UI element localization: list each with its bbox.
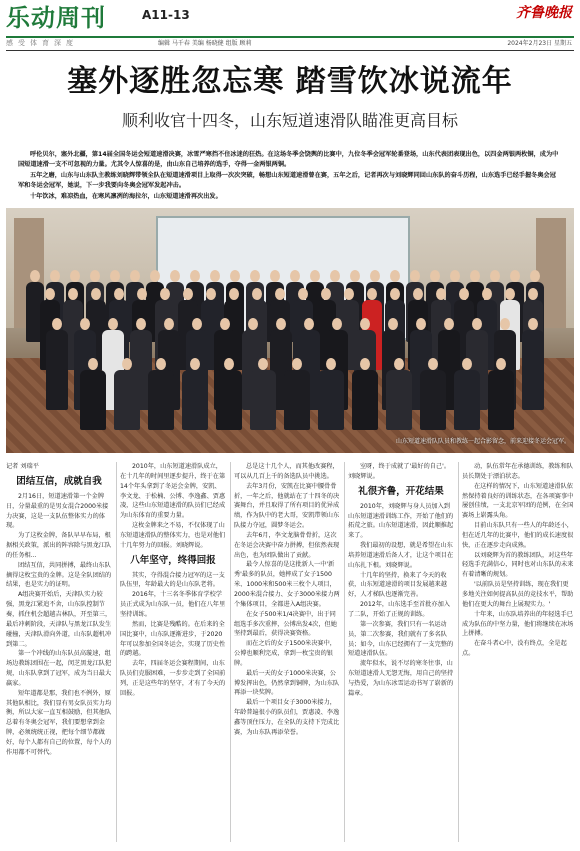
- person-head: [472, 318, 482, 330]
- person-head: [156, 358, 166, 370]
- person-head: [344, 288, 354, 300]
- column-divider: [344, 462, 345, 842]
- person-head: [220, 318, 230, 330]
- section-slogan: 感受体育深度: [6, 39, 78, 47]
- person-head: [70, 270, 80, 282]
- person-head: [505, 288, 515, 300]
- person-head: [50, 270, 60, 282]
- person-head: [160, 288, 170, 300]
- person-head: [292, 358, 302, 370]
- person-head: [430, 270, 440, 282]
- person-silhouette: [182, 370, 208, 430]
- person-head: [248, 318, 258, 330]
- person-head: [330, 270, 340, 282]
- paragraph: 目前山东队只有一些人的年龄还小，但在近几年的比赛中，他们的成长速度很快，正在逐步走向成熟。: [462, 522, 574, 549]
- lead-paragraph: 五年之磨，山东与山东队主教练刘晓辉带领全队在短道速滑项目上取得一次次突破，畅想山东短道速滑曾在赛，五年之后，记者再次与刘晓辉同回山东队的奋斗历程，山东选手已经手握冬奥会冠军和冬运会冠军，她说，下一步我要向冬奥会冠军发起冲击。: [18, 171, 556, 190]
- column-divider: [230, 462, 231, 842]
- lead-paragraph: 十年饮冰，难凉热血，在寒风凛冽的海拉尔，山东短道速滑再次出发。: [30, 192, 222, 200]
- paragraph: 最令人惊喜的是这批新人一中'新秀'最多的队员，她摔成了女子1500米、1000米和500米三枚个人项目，2000米混合接力、女子3000米接力两个集体项目，全都进入A组决赛。: [234, 561, 340, 608]
- paragraph: 在女子500米1/4决赛中，出于同组选手多次重摔，公博出发4次，但她坚持到最后，获得决赛资格。: [234, 610, 337, 638]
- person-head: [270, 270, 280, 282]
- paragraph: 2010年，山东短道速滑队成立，在十几年的时间里逐步提升，终于在第14个年头拿到了冬运会金牌，安凯、李文龙、于松楠、公博、李逸鑫、贾惠凌，这些山东短道速滑的队员们已经成为山东体育的重要力量。: [120, 463, 226, 520]
- person-head: [52, 318, 62, 330]
- person-silhouette: [216, 370, 242, 430]
- person-head: [88, 358, 98, 370]
- person-head: [90, 270, 100, 282]
- person-head: [332, 318, 342, 330]
- paragraph: 总是这十几个人，而其他改赛程，可以从几百上千的备选队员中挑选。: [234, 463, 339, 480]
- person-head: [394, 358, 404, 370]
- paragraph: 十几年的坚持，换来了今天的收获，山东短道速滑的项目发展越来越好，人才梯队也逐渐完善。: [348, 571, 447, 599]
- person-head: [304, 318, 314, 330]
- paragraph: 这枚金牌来之不易，不仅体现了山东短道速滑队的整体实力，也是对他们十几年努力的回报。刘晓辉说。: [120, 522, 226, 549]
- person-silhouette: [148, 370, 174, 430]
- person-silhouette: [114, 370, 140, 430]
- paragraph: 团结互信，共同拼搏，最终山东队摘得这枚宝贵的金牌。这是全队团结的结果，也是实力的证明。: [6, 561, 112, 589]
- person-silhouette: [80, 370, 106, 430]
- person-head: [230, 270, 240, 282]
- photo-caption: 山东短道速滑队队员和教练一起合影留念，前来迎接冬运会冠军。: [395, 438, 570, 445]
- person-head: [390, 288, 400, 300]
- person-head: [370, 270, 380, 282]
- person-head: [190, 270, 200, 282]
- person-head: [150, 270, 160, 282]
- masthead-rule: [6, 36, 574, 38]
- person-head: [210, 270, 220, 282]
- person-head: [137, 288, 147, 300]
- edition-number: A11-13: [142, 8, 190, 22]
- subheadline: 顺利收官十四冬，山东短道速滑队瞄准更高目标: [121, 111, 458, 130]
- person-head: [108, 318, 118, 330]
- person-silhouette: [420, 370, 446, 430]
- paragraph: 2月16日，短道速滑第一个金牌日，分量最重的是男女混合2000米接力决赛，这是一支队伍整体实力的体现。: [6, 492, 109, 530]
- paragraph: 室呀，终于成就了'最好的自己'。刘晓辉说。: [348, 463, 451, 480]
- person-head: [459, 288, 469, 300]
- person-head: [500, 318, 510, 330]
- paragraph: 去年，四届冬运会赛程期间，山东队员们克服困难，一步步走到了全国前列，正是这些年的坚守，才有了今天的回报。: [120, 660, 226, 697]
- paragraph: 第一个冲线的山东队员高璇速，组场边教练团围在一起，闵芝黑龙江队犯规，山东队拿到了冠军，成为当日最大赢家。: [6, 650, 112, 687]
- person-head: [122, 358, 132, 370]
- paragraph: 以刘晓辉为首的教练团队，对这些年轻选手充满信心，同时也对山东队的未来有着清晰的规划。: [462, 551, 574, 579]
- person-head: [258, 358, 268, 370]
- paragraph: 其实，夺得混合接力冠军的这一支队伍里，年龄最大的是山东队老将。: [120, 571, 225, 589]
- person-silhouette: [454, 370, 480, 430]
- person-head: [91, 288, 101, 300]
- paragraph: 流年似水，说不尽的寒冬往事，山东短道速滑人无怨无悔，用自己的坚持与热爱，为山东冰雪运动书写了崭新的篇章。: [348, 660, 454, 697]
- person-head: [321, 288, 331, 300]
- paragraph: 在这样的情况下，山东短道速滑队依然保持着良好的训练状态，在各项赛事中屡创佳绩，一支北京军团的范例，在全国赛场上崭露头角。: [462, 482, 574, 520]
- person-head: [482, 288, 492, 300]
- paragraph: 然而，比赛是残酷的。在后来的全国比赛中，山东队逐渐进步，于2020年可以参加全国冬运会，实现了历史性的跨越。: [120, 620, 226, 658]
- section-heading: 八年坚守，终得回报: [130, 554, 216, 566]
- paragraph: 2010年，刘晓辉与身人员加入到山东短道速滑训练工作，开始了他们的拓荒之旅。山东短道速滑，因此顺推起来了。: [348, 502, 454, 540]
- person-head: [360, 318, 370, 330]
- person-head: [490, 270, 500, 282]
- person-head: [136, 318, 146, 330]
- person-silhouette: [488, 370, 514, 430]
- lead-paragraphs: [18, 150, 562, 202]
- person-head: [528, 318, 538, 330]
- person-head: [416, 318, 426, 330]
- person-silhouette: [250, 370, 276, 430]
- person-head: [130, 270, 140, 282]
- paragraph: 短年道都是那，我们也不例外，原其他队相比，我们显有男女队员实力均衡，所以大家一直互相鼓励，但其他队总着有冬奥会冠军，我们要想拿到金牌，必须统统正视，把每个细节都做好，每个人都有自己的位置，每个人的作用都不可替代。: [6, 689, 112, 756]
- article-column-4: [348, 462, 454, 699]
- editor-credits: 编辑 马千春 美编 杨晓健 组版 顾莉: [158, 40, 252, 47]
- person-head: [290, 270, 300, 282]
- article-column-2: [120, 462, 226, 699]
- article-column-5: [462, 462, 574, 659]
- person-head: [360, 358, 370, 370]
- person-silhouette: [352, 370, 378, 430]
- paragraph: 去年6月，李文龙脑骨骨折，这次在冬运会决赛中奋力拼搏，但依然表现出色，也为团队做出了贡献。: [234, 531, 340, 559]
- person-head: [250, 270, 260, 282]
- person-head: [110, 270, 120, 282]
- article-column-1: [6, 462, 112, 758]
- person-head: [350, 270, 360, 282]
- paragraph: 第一次参赛，我们只有一名运动员，第二次参赛，我们就有了多名队员；如今，山东已经拥有了一支完整的短道速滑队伍。: [348, 620, 454, 658]
- paragraph: '以前队员是坚持训练，现在我们更多地关注如何提高队员的竞技水平，帮助他们在更大的舞台上展现实力。': [462, 581, 574, 608]
- byline: 记者 刘瑞平: [6, 463, 39, 470]
- person-head: [30, 270, 40, 282]
- newspaper-logo: 齐鲁晚报: [516, 5, 572, 21]
- person-head: [276, 318, 286, 330]
- paragraph: 十年来，山东队培养出的年轻选手已成为队伍的中坚力量，他们将继续在冰场上拼搏。: [462, 610, 574, 638]
- person-head: [114, 288, 124, 300]
- person-head: [275, 288, 285, 300]
- person-head: [80, 318, 90, 330]
- person-head: [68, 288, 78, 300]
- paragraph: 2016年，十三名冬季体育学校学员正式成为山东队一员，他们在八年里坚持训练。: [120, 591, 226, 618]
- paragraph: A组决赛开始后，天津队实力较强，黑龙江紧追不舍，山东队控制节奏，抓住机会超越吉林队，开至第三，最后冲刺阶段，天津队与黑龙江队发生碰撞，天津队滑向外道，山东队超机冲到第二。: [6, 591, 112, 648]
- issue-date: 2024年2月23日 星期五: [507, 40, 572, 47]
- person-head: [388, 318, 398, 330]
- person-silhouette: [284, 370, 310, 430]
- person-head: [206, 288, 216, 300]
- column-divider: [116, 462, 117, 842]
- section-title: 乐动周刊: [6, 3, 106, 32]
- lead-paragraph: 呼伦贝尔，塞外北疆，第14届全国冬运会短道速滑决赛，冰雪严寒挡不住冰迷的狂热。在这场冬季会饶舆的比赛中，九位冬季会冠军轮番登场，山东代表团表现出色，以四金两银两枚铜，成为中国短道速滑一支不可忽视的力量。尤其令人惊喜的是，由山东自己培养的选手，夺得一金两银两铜。: [18, 151, 559, 169]
- person-head: [367, 288, 377, 300]
- person-head: [510, 270, 520, 282]
- paragraph: 而在之后的女子1500米决赛中，公博也顺利完成，拿到一枚宝贵的银牌。: [234, 640, 336, 667]
- person-head: [428, 358, 438, 370]
- person-head: [229, 288, 239, 300]
- person-head: [326, 358, 336, 370]
- person-head: [170, 270, 180, 282]
- person-head: [528, 288, 538, 300]
- person-head: [530, 270, 540, 282]
- person-head: [192, 318, 202, 330]
- person-head: [470, 270, 480, 282]
- paragraph: 在奋斗者心中，没有终点，全是起点。: [462, 640, 567, 658]
- paragraph: 去年3月份，安凯在比赛中腰骨骨折，一年之后，他就站在了十四冬的决赛舞台，并且取得了所有项目的优异成绩，作为队中的老大哥，安凯带领山东队接力夺冠，圆梦冬运会。: [234, 482, 340, 530]
- team-photo: [6, 208, 574, 453]
- person-head: [496, 358, 506, 370]
- person-silhouette: [522, 330, 544, 410]
- person-head: [462, 358, 472, 370]
- paragraph: 为了这枚金牌，备队早早布局，根据相关政策，派出的阵容除与黑龙江队的任务相...: [6, 532, 112, 559]
- person-head: [436, 288, 446, 300]
- person-silhouette: [318, 370, 344, 430]
- person-head: [252, 288, 262, 300]
- paragraph: 最后一天的女子1000米决赛，公博发挥出色，仍然拿到铜牌，为山东队再添一块奖牌。: [234, 669, 340, 697]
- person-head: [390, 270, 400, 282]
- paragraph: 2012年，山东选手至首批亦加入了二队，开始了正规的训练。: [348, 601, 450, 618]
- person-head: [190, 358, 200, 370]
- person-head: [45, 288, 55, 300]
- person-head: [183, 288, 193, 300]
- person-head: [444, 318, 454, 330]
- person-head: [164, 318, 174, 330]
- person-head: [410, 270, 420, 282]
- person-silhouette: [386, 370, 412, 430]
- person-silhouette: [46, 330, 68, 410]
- article-column-3: [234, 462, 340, 738]
- person-head: [310, 270, 320, 282]
- column-divider: [458, 462, 459, 842]
- paragraph: 最后一个项目女子3000米接力，年龄普遍很小的队员们，贾惠凌、李逸鑫等顶住压力，在全队的支持下完成比赛，为山东队再添荣誉。: [234, 699, 340, 736]
- section-heading: 团结互信，成就自我: [16, 475, 102, 487]
- section-heading: 礼很齐鲁，开花结果: [358, 485, 444, 497]
- header-rule: [6, 50, 574, 51]
- paragraph: 我们最初的设想，就是希望在山东培养短道速滑后备人才，让这个项目在山东扎下根。刘晓辉说。: [348, 542, 454, 569]
- paragraph: 动，队伍常年在承德训练，教练和队员长期处于漂泊状态。: [462, 463, 573, 480]
- person-head: [413, 288, 423, 300]
- headline: 塞外逐胜忽忘寒 踏雪饮冰说流年: [67, 64, 513, 99]
- person-head: [450, 270, 460, 282]
- person-head: [224, 358, 234, 370]
- person-head: [298, 288, 308, 300]
